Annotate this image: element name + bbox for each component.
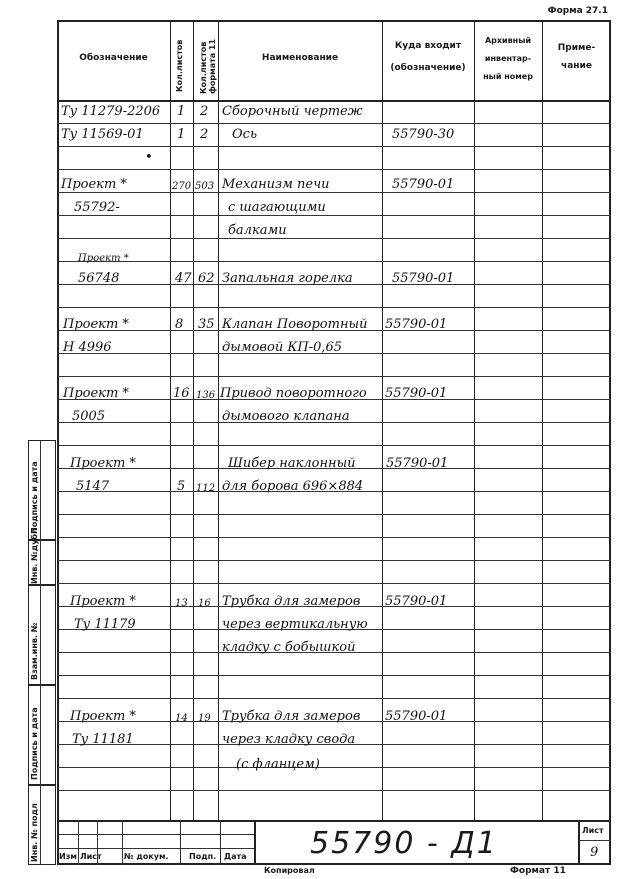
row-line (57, 790, 611, 791)
cell-name: балками (228, 223, 287, 238)
cell-used-in: 55790-01 (385, 709, 448, 724)
row-line (57, 698, 611, 699)
row-line (57, 560, 611, 561)
title-block-divider (220, 820, 221, 865)
cell-name: с шагающими (228, 200, 326, 215)
cell-designation: Проект * (70, 594, 136, 609)
row-line (57, 445, 611, 446)
cell-sheets-a4: 62 (198, 271, 215, 286)
row-line (57, 261, 611, 262)
cell-used-in: 55790-01 (392, 177, 455, 192)
row-line (57, 675, 611, 676)
cell-name: (с фланцем) (236, 757, 320, 772)
cell-sheets-a4: 136 (196, 390, 216, 401)
cell-name: дымовой КП-0,65 (222, 340, 343, 355)
cell-sheets-a4: 2 (200, 127, 209, 142)
cell-sheets-a4: 2 (200, 104, 209, 119)
cell-name: дымового клапана (222, 409, 350, 424)
title-block-line (57, 834, 254, 835)
cell-sheets-a4: 503 (195, 181, 215, 192)
row-line (57, 307, 611, 308)
title-block-divider (122, 820, 123, 865)
row-line (57, 376, 611, 377)
cell-designation: 55792- (74, 200, 120, 215)
row-line (57, 514, 611, 515)
header-sheets-a4: Кол.листов формата 11 (199, 38, 217, 94)
row-line (57, 767, 611, 768)
cell-name: Сборочный чертеж (222, 104, 363, 119)
header-archive-3: ный номер (483, 72, 533, 81)
cell-designation: Ту 11569-01 (61, 127, 144, 142)
cell-sheets-a4: 19 (198, 713, 211, 724)
tb-change: Изм (59, 852, 77, 861)
cell-designation: Ту 11179 (74, 617, 136, 632)
title-block-line (578, 840, 611, 841)
cell-name: через вертикальную (222, 617, 368, 632)
cell-sheets-a4: 112 (196, 483, 216, 494)
cell-name: через кладку свода (222, 732, 356, 747)
side-label: Подпись и дата (30, 707, 39, 780)
cell-used-in: 55790-01 (385, 594, 448, 609)
header-designation: Обозначение (79, 53, 148, 63)
row-line (57, 146, 611, 147)
col-divider (193, 20, 194, 820)
cell-designation: 56748 (78, 271, 120, 286)
cell-name: Шибер наклонный (228, 456, 356, 471)
header-used-in-1: Куда входит (394, 41, 462, 51)
title-block-top (57, 820, 611, 822)
cell-used-in: 55790-30 (392, 127, 455, 142)
cell-sheets-a4: 35 (198, 317, 215, 332)
header-used-in-2: (обозначение) (390, 63, 466, 73)
document-code: 55790 - Д1 (310, 826, 498, 861)
header-sheets: Кол.листов (175, 39, 184, 92)
cell-name: для борова 696×884 (222, 479, 364, 494)
col-divider (542, 20, 543, 820)
tb-sheet: Лист (80, 852, 102, 861)
cell-name: Механизм печи (222, 177, 330, 192)
header-archive-1: Архивный (484, 36, 532, 45)
cell-designation: Проект * (70, 709, 136, 724)
cell-sheets: 1 (177, 127, 186, 142)
cell-sheets: 47 (175, 271, 192, 286)
side-label: Инв. № подл (30, 803, 39, 862)
row-line (57, 169, 611, 170)
cell-used-in: 55790-01 (385, 317, 448, 332)
cell-designation: Ту 11279-2206 (61, 104, 161, 119)
cell-sheets: 13 (175, 598, 188, 609)
cell-sheets: 270 (172, 181, 192, 192)
cell-designation: Проект * (70, 456, 136, 471)
header-note-2: чание (561, 61, 592, 71)
title-block-divider (78, 820, 79, 865)
cell-designation: Проект * (63, 317, 129, 332)
row-line (57, 238, 611, 239)
cell-sheets: 16 (173, 386, 190, 401)
cell-used-in: 55790-01 (392, 271, 455, 286)
cell-name: Клапан Поворотный (222, 317, 368, 332)
col-divider (382, 20, 383, 820)
col-divider (218, 20, 219, 820)
cell-designation: Н 4996 (63, 340, 112, 355)
tb-signature: Подп. (189, 852, 217, 861)
col-divider (170, 20, 171, 820)
side-label: Инв. №дубл (30, 528, 39, 584)
row-line (57, 192, 611, 193)
form-label: Форма 27.1 (547, 6, 608, 16)
cell-name: Трубка для замеров (222, 709, 361, 724)
cell-designation: • (145, 150, 153, 165)
cell-sheets: 8 (175, 317, 184, 332)
cell-used-in: 55790-01 (385, 386, 448, 401)
title-block-divider (578, 820, 580, 865)
cell-sheets: 5 (177, 479, 186, 494)
header-name: Наименование (261, 53, 339, 63)
cell-designation: Проект * (78, 253, 129, 264)
tb-date: Дата (224, 852, 247, 861)
tb-sheet-number: 9 (590, 845, 599, 860)
side-divider (40, 440, 41, 865)
cell-used-in: 55790-01 (386, 456, 449, 471)
cell-sheets: 1 (177, 104, 186, 119)
header-divider (57, 100, 611, 102)
footer-format: Формат 11 (510, 866, 566, 876)
header-archive-2: инвентар- (484, 54, 532, 63)
cell-name: Трубка для замеров (222, 594, 361, 609)
title-block-line (57, 848, 254, 849)
cell-name: Запальная горелка (222, 271, 353, 286)
tb-doc-no: № докум. (124, 852, 169, 861)
side-label: Подпись и дата (30, 461, 39, 534)
side-label: Взам.инв. № (30, 622, 39, 680)
cell-designation: 5005 (72, 409, 106, 424)
row-line (57, 123, 611, 124)
footer-copied: Копировал (264, 866, 315, 875)
cell-designation: Ту 11181 (72, 732, 134, 747)
cell-designation: Проект * (61, 177, 127, 192)
cell-sheets: 14 (175, 713, 188, 724)
cell-designation: Проект * (63, 386, 129, 401)
cell-designation: 5147 (76, 479, 110, 494)
tb-sheet-label: Лист (582, 826, 604, 835)
col-divider (474, 20, 475, 820)
row-line (57, 215, 611, 216)
cell-name: Привод поворотного (220, 386, 367, 401)
cell-name: кладку с бобышкой (222, 640, 356, 655)
title-block-divider (254, 820, 256, 865)
cell-sheets-a4: 16 (198, 598, 211, 609)
row-line (57, 537, 611, 538)
row-line (57, 583, 611, 584)
title-block-divider (180, 820, 181, 865)
header-note-1: Приме- (557, 43, 596, 53)
cell-name: Ось (232, 127, 258, 142)
